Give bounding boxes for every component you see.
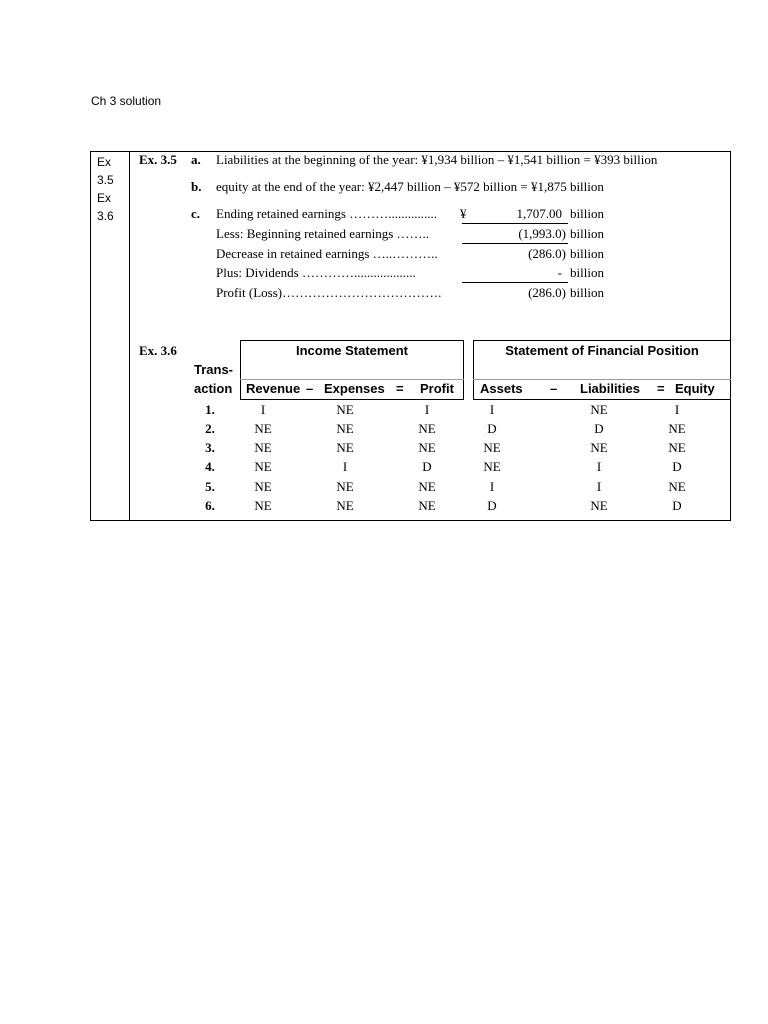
equity-cell: D [672,459,682,474]
financial-position-header: Statement of Financial Position [505,343,699,358]
expenses-cell: NE [336,498,354,513]
liabilities-cell: I [596,479,602,494]
revenue-cell: I [260,402,266,417]
page-heading: Ch 3 solution [91,94,162,108]
solution-content [130,152,730,520]
c-row-label: Profit (Loss)………………………………. [216,285,442,300]
expenses-cell: I [342,459,348,474]
transaction-header-line2: action [194,381,233,396]
equity-cell: D [672,498,682,513]
expenses-cell: NE [336,402,354,417]
liabilities-cell: NE [590,440,608,455]
assets-cell: I [489,402,495,417]
equity-cell: NE [668,479,686,494]
equity-cell: NE [668,421,686,436]
ex35-c-letter: c. [191,206,201,221]
ex36-label: Ex. 3.6 [139,343,177,358]
row-number: 4. [205,459,215,474]
left-label: 3.5 [97,173,114,187]
expenses-cell: NE [336,440,354,455]
row-number: 3. [205,440,215,455]
profit-cell: NE [418,479,436,494]
liabilities-cell: NE [590,498,608,513]
c-row-unit: billion [570,246,604,261]
c-row-value: (286.0) [528,285,566,300]
revenue-cell: NE [254,421,272,436]
c-row-label: Decrease in retained earnings …..……….. [216,246,438,261]
ex35-a-text: Liabilities at the beginning of the year: ¥1,934 billion – ¥1,541 billion = ¥393 billion [216,152,658,167]
profit-cell: NE [418,421,436,436]
minus-sign: – [550,381,558,396]
c-row-value: - [557,265,562,280]
assets-cell: NE [483,440,501,455]
left-label: Ex [97,191,112,205]
ex35-a-letter: a. [191,152,201,167]
underline [462,223,568,224]
profit-cell: D [422,459,432,474]
profit-cell: I [424,402,430,417]
ex35-b-letter: b. [191,179,202,194]
assets-cell: I [489,479,495,494]
row-number: 6. [205,498,215,513]
liabilities-cell: D [594,421,604,436]
revenue-cell: NE [254,440,272,455]
header-divider [473,379,731,380]
c-row-value: (1,993.0) [518,226,566,241]
revenue-cell: NE [254,498,272,513]
expenses-header: Expenses [324,381,385,396]
equals-sign: = [657,381,665,396]
liabilities-cell: NE [590,402,608,417]
c-row-value: (286.0) [528,246,566,261]
assets-header: Assets [480,381,523,396]
expenses-cell: NE [336,479,354,494]
revenue-cell: NE [254,479,272,494]
ex35-label: Ex. 3.5 [139,152,177,167]
left-label: Ex [97,155,112,169]
c-row-value: 1,707.00 [516,206,562,221]
c-row-label: Plus: Dividends …………................... [216,265,416,280]
c-row-unit: billion [570,285,604,300]
liabilities-header: Liabilities [580,381,640,396]
equity-cell: I [674,402,680,417]
exercise-label-column [91,152,130,520]
profit-cell: NE [418,498,436,513]
row-number: 1. [205,402,215,417]
income-statement-header: Income Statement [296,343,408,358]
equity-header: Equity [675,381,715,396]
underline [462,243,568,244]
c-row-label: Less: Beginning retained earnings …….. [216,226,430,241]
profit-header: Profit [420,381,454,396]
left-label: 3.6 [97,209,114,223]
underline [462,282,568,283]
c-row-unit: billion [570,265,604,280]
revenue-cell: NE [254,459,272,474]
assets-cell: D [487,498,497,513]
revenue-header: Revenue [246,381,301,396]
transaction-header-line1: Trans- [194,362,234,377]
row-number: 2. [205,421,215,436]
c-row-unit: billion [570,206,604,221]
profit-cell: NE [418,440,436,455]
ex35-b-text: equity at the end of the year: ¥2,447 billion – ¥572 billion = ¥1,875 billion [216,179,604,194]
solution-table [90,151,731,521]
c-row-label: Ending retained earnings ………............... [216,206,437,221]
liabilities-cell: I [596,459,602,474]
expenses-cell: NE [336,421,354,436]
header-divider [240,379,464,380]
equals-sign: = [396,381,404,396]
minus-sign: – [306,381,314,396]
assets-cell: NE [483,459,501,474]
currency-symbol: ¥ [460,206,467,221]
c-row-unit: billion [570,226,604,241]
assets-cell: D [487,421,497,436]
row-number: 5. [205,479,215,494]
equity-cell: NE [668,440,686,455]
